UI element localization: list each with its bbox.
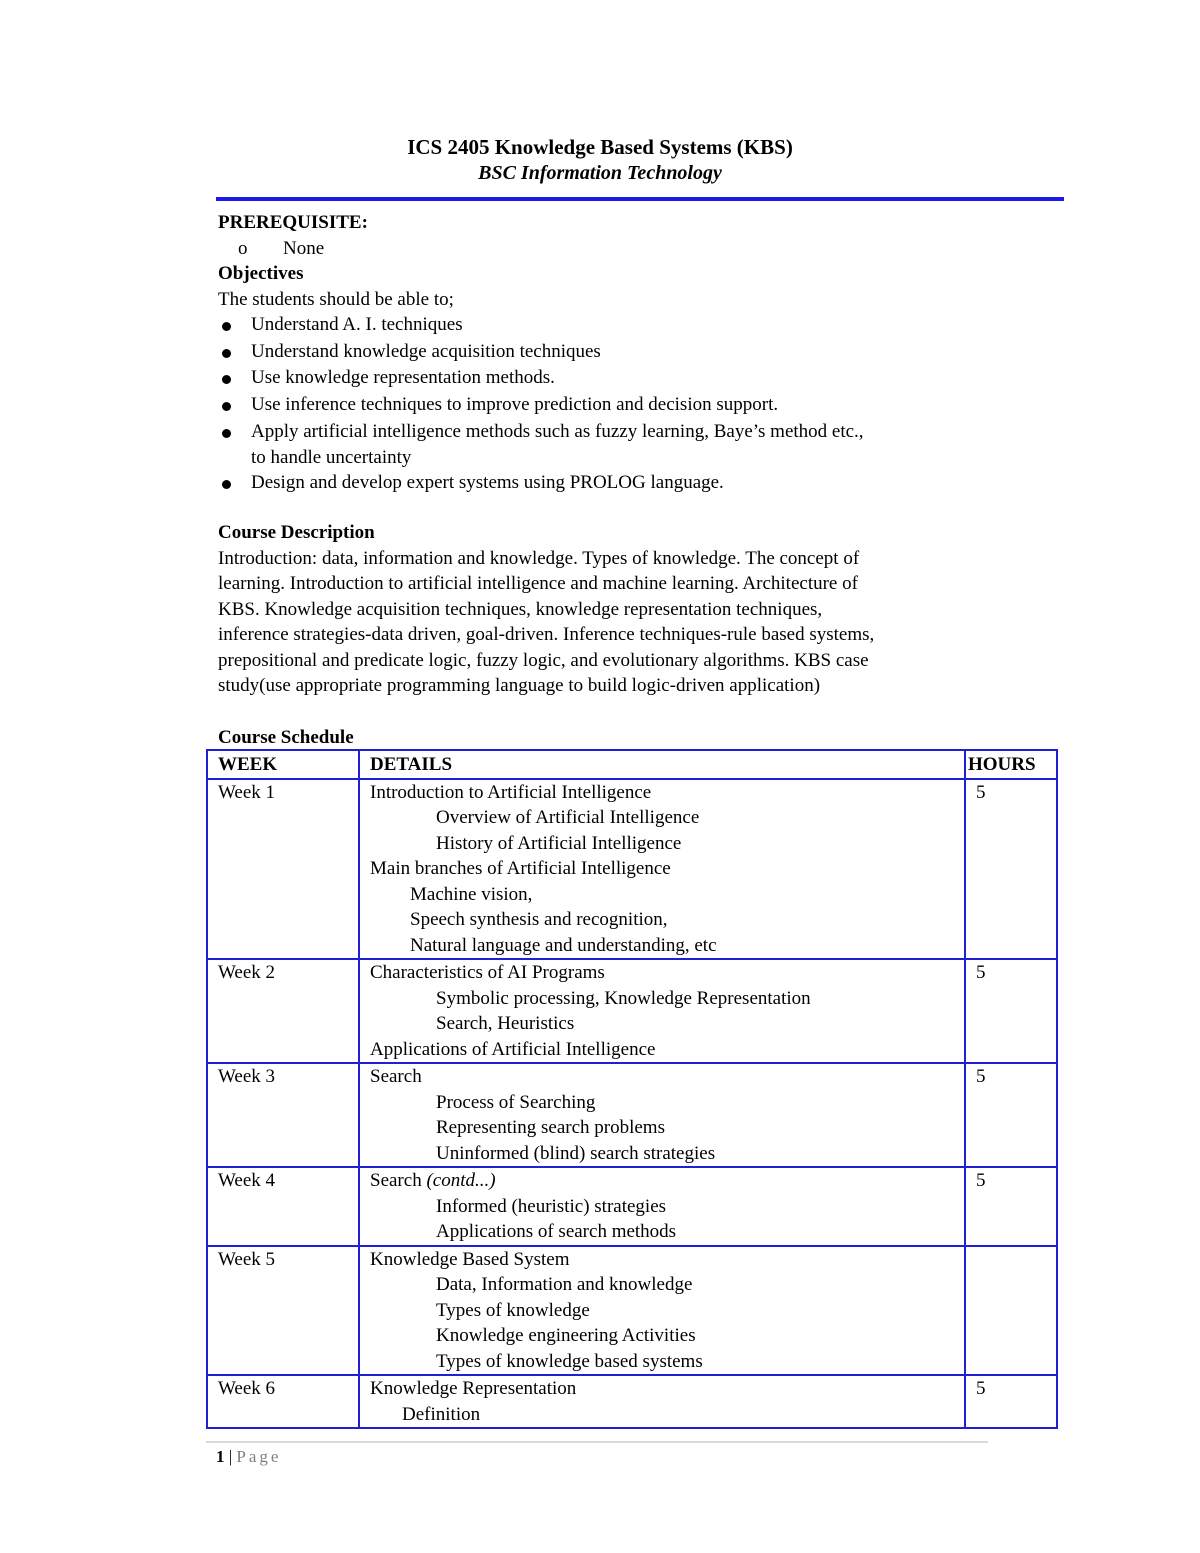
table-header-row <box>207 750 1057 779</box>
objective-item: Use inference techniques to improve prediction and decision support. <box>218 392 1068 419</box>
hours-cell: 5 <box>965 1375 1057 1428</box>
column-header-hours: HOURS <box>965 750 1057 779</box>
table-row <box>207 1063 1057 1167</box>
column-header-details: DETAILS <box>359 750 965 779</box>
bullet-icon <box>222 322 231 331</box>
table-row <box>207 1167 1057 1246</box>
hours-cell: 5 <box>965 959 1057 1063</box>
prerequisite-item-label: None <box>283 237 325 259</box>
subtopic-line: Machine vision, <box>410 883 533 905</box>
objectives-intro: The students should be able to; <box>218 288 454 310</box>
subtopic-line: Definition <box>402 1403 481 1425</box>
details-cell <box>359 1167 965 1246</box>
topic-line: Knowledge Representation <box>370 1378 577 1399</box>
table-row <box>207 959 1057 1063</box>
subtopic-line: Speech synthesis and recognition, <box>410 909 668 930</box>
subtopic-line: Search, Heuristics <box>436 1013 575 1034</box>
week-cell: Week 1 <box>207 779 359 960</box>
subtopic-line: Process of Searching <box>436 1091 596 1113</box>
subtopic-line: Types of knowledge <box>436 1299 590 1321</box>
objective-item: Understand knowledge acquisition techniques <box>218 339 1068 366</box>
topic-line: Knowledge Based System <box>370 1248 570 1270</box>
prerequisite-heading: PREREQUISITE: <box>218 212 368 233</box>
topic-line: Introduction to Artificial Intelligence <box>370 781 652 803</box>
footer-separator: | <box>228 1447 233 1466</box>
prerequisite-item <box>218 236 1068 262</box>
week-cell: Week 4 <box>207 1167 359 1246</box>
page-label: Page <box>236 1447 282 1466</box>
course-schedule-table <box>206 749 1058 1429</box>
course-description-line: Introduction: data, information and knowledge. Types of knowledge. The concept of <box>218 547 860 569</box>
course-description-line: study(use appropriate programming language to build logic-driven application) <box>218 675 821 697</box>
subtopic-line: Informed (heuristic) strategies <box>436 1195 667 1217</box>
column-header-week: WEEK <box>207 750 359 779</box>
table-row <box>207 1246 1057 1376</box>
objective-item: Understand A. I. techniques <box>218 312 1068 339</box>
bullet-icon <box>222 480 231 489</box>
course-description-heading: Course Description <box>218 522 375 544</box>
header-divider <box>216 197 1064 201</box>
subtopic-line: Overview of Artificial Intelligence <box>436 807 700 828</box>
details-cell <box>359 1063 965 1167</box>
objective-item: Apply artificial intelligence methods such as fuzzy learning, Baye’s method etc., <box>218 419 1068 446</box>
hours-cell <box>965 1246 1057 1376</box>
page-number: 1 <box>216 1447 225 1466</box>
subtopic-line: Knowledge engineering Activities <box>436 1325 696 1346</box>
course-description-line: prepositional and predicate logic, fuzzy logic, and evolutionary algorithms. KBS case <box>218 649 869 671</box>
objective-item-continuation: to handle uncertainty <box>251 447 412 469</box>
course-description-line: KBS. Knowledge acquisition techniques, knowledge representation techniques, <box>218 598 823 620</box>
circle-bullet-icon: o <box>238 237 248 259</box>
table-row <box>207 1375 1057 1428</box>
document-title: ICS 2405 Knowledge Based Systems (KBS) <box>407 135 793 159</box>
subtopic-line: Representing search problems <box>436 1117 665 1138</box>
topic-line: Search (contd...) <box>370 1170 496 1191</box>
topic-line: Applications of Artificial Intelligence <box>370 1038 656 1060</box>
document-subtitle: BSC Information Technology <box>478 162 722 184</box>
topic-line: Main branches of Artificial Intelligence <box>370 858 671 879</box>
page-footer <box>216 1446 281 1468</box>
objectives-heading: Objectives <box>218 263 304 284</box>
course-description-line: inference strategies-data driven, goal-driven. Inference techniques-rule based systems, <box>218 624 875 646</box>
topic-line: Search <box>370 1066 422 1087</box>
hours-cell: 5 <box>965 779 1057 960</box>
bullet-icon <box>222 349 231 358</box>
subtopic-line: Types of knowledge based systems <box>436 1350 703 1372</box>
bullet-icon <box>222 429 231 438</box>
bullet-icon <box>222 375 231 384</box>
objective-item: Design and develop expert systems using PROLOG language. <box>218 470 1068 497</box>
hours-cell: 5 <box>965 1167 1057 1246</box>
table-row <box>207 779 1057 960</box>
week-cell: Week 3 <box>207 1063 359 1167</box>
course-description-line: learning. Introduction to artificial intelligence and machine learning. Architecture of <box>218 573 858 595</box>
subtopic-line: Symbolic processing, Knowledge Representation <box>436 987 811 1009</box>
subtopic-line: Data, Information and knowledge <box>436 1274 693 1295</box>
document-body <box>218 210 1068 750</box>
hours-cell: 5 <box>965 1063 1057 1167</box>
week-cell: Week 6 <box>207 1375 359 1428</box>
details-cell <box>359 779 965 960</box>
topic-line: Characteristics of AI Programs <box>370 962 605 983</box>
subtopic-line: History of Artificial Intelligence <box>436 832 682 854</box>
week-cell: Week 5 <box>207 1246 359 1376</box>
objective-item: Use knowledge representation methods. <box>218 365 1068 392</box>
course-schedule-heading: Course Schedule <box>218 726 354 748</box>
bullet-icon <box>222 402 231 411</box>
contd-note: (contd...) <box>426 1170 496 1191</box>
details-cell <box>359 1246 965 1376</box>
week-cell: Week 2 <box>207 959 359 1063</box>
details-cell <box>359 959 965 1063</box>
details-cell <box>359 1375 965 1428</box>
subtopic-line: Uninformed (blind) search strategies <box>436 1142 716 1164</box>
subtopic-line: Applications of search methods <box>436 1221 677 1242</box>
subtopic-line: Natural language and understanding, etc <box>410 934 717 956</box>
footer-divider <box>206 1441 988 1443</box>
